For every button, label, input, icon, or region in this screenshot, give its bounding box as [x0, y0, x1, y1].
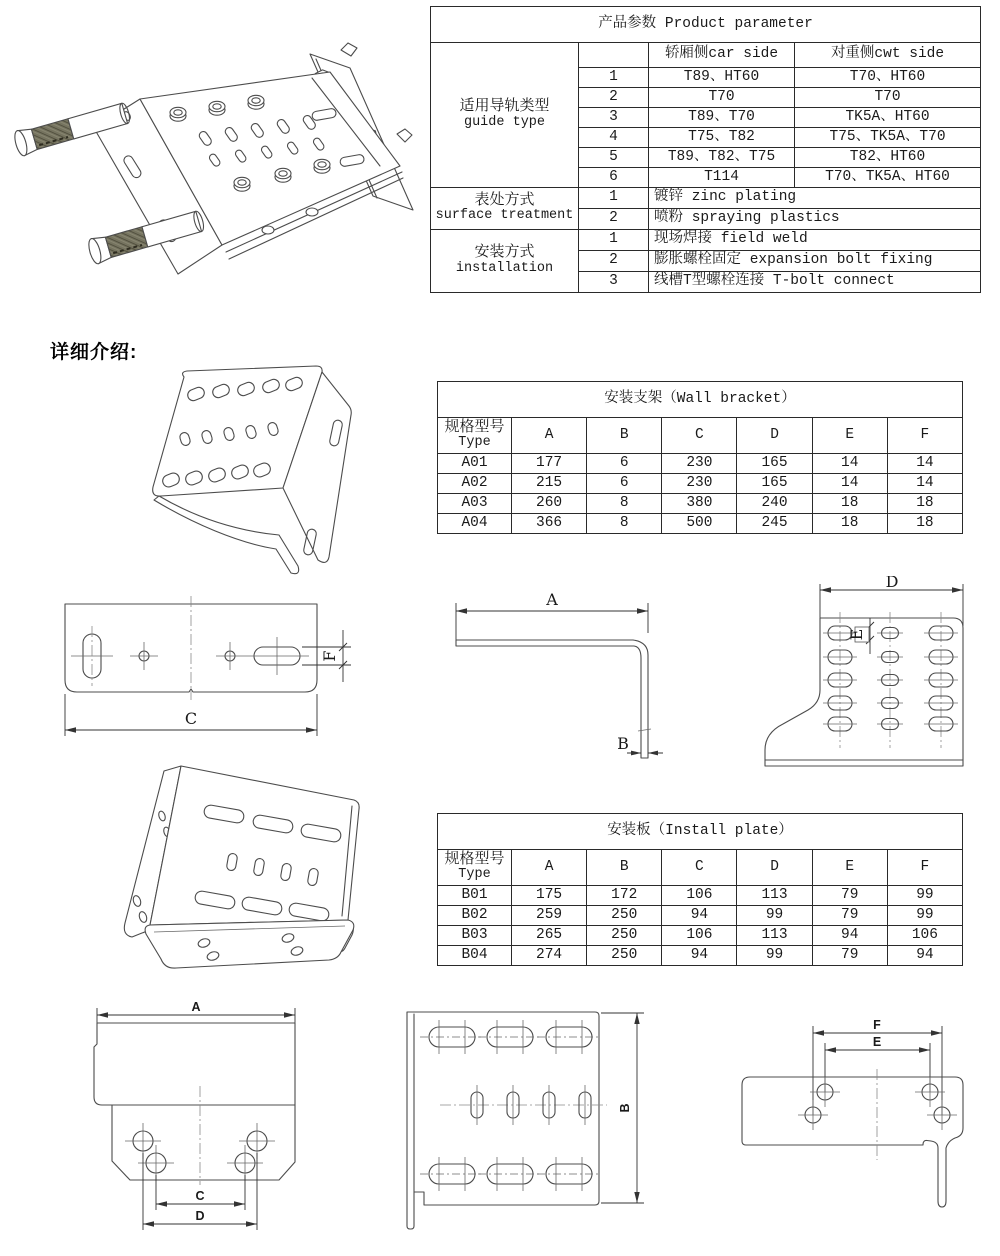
dim-header: D	[737, 850, 812, 886]
row-no: 6	[579, 168, 649, 188]
cwt-side-value: T82、HT60	[795, 148, 981, 168]
dim-cell: 250	[587, 926, 662, 946]
dim-c	[65, 694, 317, 736]
surface-treatment-label-cn: 表处方式	[474, 191, 535, 209]
dim-cell: 259	[512, 906, 587, 926]
wall-bracket-front-view	[45, 592, 365, 747]
dim-cell: 500	[662, 514, 737, 534]
car-side-value: T70	[649, 88, 795, 108]
dim-cell: 18	[812, 514, 887, 534]
table-row	[438, 474, 963, 494]
assembly-3d-drawing	[0, 14, 430, 306]
dim-label-b: B	[617, 734, 629, 753]
dim-cell: 380	[662, 494, 737, 514]
dim-cell: 250	[587, 906, 662, 926]
product-table-title: 产品参数 Product parameter	[431, 7, 981, 43]
dim-label-e: E	[872, 1035, 882, 1049]
dim-cell: 230	[662, 454, 737, 474]
dim-b	[617, 734, 663, 755]
type-cell: B04	[438, 946, 512, 966]
dim-header: E	[812, 418, 887, 454]
type-cell: A02	[438, 474, 512, 494]
dim-cell: 8	[587, 494, 662, 514]
installation-value: 膨胀螺栓固定 expansion bolt fixing	[649, 251, 981, 272]
dim-header: F	[887, 850, 962, 886]
dim-cell: 79	[812, 886, 887, 906]
dim-cell: 260	[512, 494, 587, 514]
type-cell: B02	[438, 906, 512, 926]
dim-label-a: A	[191, 1000, 201, 1014]
table-row	[438, 494, 963, 514]
type-header	[438, 418, 512, 454]
dim-cell: 113	[737, 926, 812, 946]
dim-cell: 79	[812, 946, 887, 966]
type-cell: B01	[438, 886, 512, 906]
dim-label-a: A	[546, 590, 558, 609]
table-row	[438, 454, 963, 474]
guide-type-label	[431, 43, 579, 188]
car-side-value: T89、T70	[649, 108, 795, 128]
product-parameter-table	[430, 6, 981, 293]
dim-cell: 366	[512, 514, 587, 534]
dim-a	[97, 1000, 295, 1026]
row-no: 2	[579, 251, 649, 272]
dim-header: F	[887, 418, 962, 454]
car-side-value: T114	[649, 168, 795, 188]
dim-cell: 99	[887, 886, 962, 906]
car-side-value: T89、HT60	[649, 68, 795, 88]
dim-label-f: F	[873, 1018, 881, 1032]
dim-cell: 94	[812, 926, 887, 946]
row-no: 5	[579, 148, 649, 168]
section-heading: 详细介绍:	[50, 342, 138, 363]
dim-cell: 94	[662, 946, 737, 966]
dim-cell: 240	[737, 494, 812, 514]
type-cell: A03	[438, 494, 512, 514]
dim-cell: 175	[512, 886, 587, 906]
surface-value: 镀锌 zinc plating	[649, 188, 981, 209]
dim-cell: 106	[662, 926, 737, 946]
row-no: 1	[579, 68, 649, 88]
slot-row-top	[420, 1020, 601, 1054]
dim-cell: 14	[887, 454, 962, 474]
dim-cell: 79	[812, 906, 887, 926]
dim-cell: 99	[737, 906, 812, 926]
installation-label-en: installation	[455, 260, 554, 276]
cwt-side-value: T70	[795, 88, 981, 108]
dim-f	[302, 630, 351, 682]
dim-cell: 172	[587, 886, 662, 906]
surface-treatment-label-en: surface treatment	[435, 208, 574, 224]
dim-cell: 94	[662, 906, 737, 926]
dim-e	[847, 618, 874, 654]
car-side-header: 轿厢侧car side	[649, 43, 795, 68]
dim-header: A	[512, 418, 587, 454]
guide-type-label-cn: 适用导轨类型	[459, 98, 550, 116]
install-plate-table-title: 安装板（Install plate）	[438, 814, 963, 850]
row-no: 3	[579, 272, 649, 293]
installation-label-cn: 安装方式	[474, 244, 535, 262]
guide-type-label-en: guide type	[463, 114, 545, 130]
install-plate-top-view	[712, 1012, 1000, 1212]
dim-cell: 113	[737, 886, 812, 906]
dim-header: A	[512, 850, 587, 886]
dim-header: C	[662, 850, 737, 886]
dim-cell: 18	[812, 494, 887, 514]
type-cell: A04	[438, 514, 512, 534]
dim-label-c: C	[195, 1189, 205, 1203]
install-plate-table	[437, 813, 963, 966]
dim-cell: 106	[662, 886, 737, 906]
install-plate-side-view	[392, 1002, 657, 1252]
dim-cell: 14	[812, 474, 887, 494]
type-header-en: Type	[458, 435, 491, 451]
dim-header: D	[737, 418, 812, 454]
dim-cell: 6	[587, 454, 662, 474]
dim-header: B	[587, 418, 662, 454]
wall-bracket-top-view	[752, 576, 997, 781]
type-header-cn: 规格型号	[444, 850, 505, 868]
car-side-value: T75、T82	[649, 128, 795, 148]
wall-bracket-iso-drawing	[130, 360, 390, 600]
cwt-side-header: 对重侧cwt side	[795, 43, 981, 68]
dim-cell: 8	[587, 514, 662, 534]
dim-label-d: D	[885, 576, 899, 591]
dim-cell: 250	[587, 946, 662, 966]
dim-label-c: C	[184, 709, 198, 728]
dim-cell: 14	[812, 454, 887, 474]
dim-cell: 245	[737, 514, 812, 534]
dim-cell: 274	[512, 946, 587, 966]
dim-cell: 94	[887, 946, 962, 966]
dim-cell: 215	[512, 474, 587, 494]
table-row	[438, 886, 963, 906]
wall-bracket-table-title: 安装支架（Wall bracket）	[438, 382, 963, 418]
cwt-side-value: TK5A、HT60	[795, 108, 981, 128]
table-row	[438, 906, 963, 926]
dim-cell: 165	[737, 474, 812, 494]
row-no: 1	[579, 188, 649, 209]
dim-cell: 14	[887, 474, 962, 494]
row-no: 2	[579, 209, 649, 230]
wall-bracket-profile-view	[435, 585, 680, 765]
row-no: 1	[579, 230, 649, 251]
slot-row-mid	[440, 1085, 607, 1125]
wall-bracket-table	[437, 381, 963, 534]
bolt-holes	[798, 1077, 957, 1130]
dim-f	[813, 1018, 942, 1115]
type-cell: A01	[438, 454, 512, 474]
blank-cell	[579, 43, 649, 68]
dim-header: C	[662, 418, 737, 454]
surface-value: 喷粉 spraying plastics	[649, 209, 981, 230]
row-no: 3	[579, 108, 649, 128]
dim-label-b: B	[618, 1103, 632, 1113]
slot-row-bottom	[420, 1157, 601, 1191]
dim-label-e: E	[847, 628, 866, 641]
dim-e	[825, 1035, 930, 1092]
type-header-en: Type	[458, 867, 491, 883]
installation-label	[431, 230, 579, 293]
dim-cell: 165	[737, 454, 812, 474]
dim-label-f: F	[320, 650, 339, 662]
install-plate-iso-drawing	[112, 756, 382, 996]
car-side-value: T89、T82、T75	[649, 148, 795, 168]
dim-cell: 6	[587, 474, 662, 494]
cwt-side-value: T70、TK5A、HT60	[795, 168, 981, 188]
dim-cell: 265	[512, 926, 587, 946]
dim-a	[456, 590, 648, 643]
row-no: 4	[579, 128, 649, 148]
dim-cell: 99	[737, 946, 812, 966]
dim-cell: 230	[662, 474, 737, 494]
type-cell: B03	[438, 926, 512, 946]
table-row	[438, 946, 963, 966]
dim-cell: 106	[887, 926, 962, 946]
installation-value: 现场焊接 field weld	[649, 230, 981, 251]
installation-value: 线槽T型螺栓连接 T-bolt connect	[649, 272, 981, 293]
type-header	[438, 850, 512, 886]
dim-b	[601, 1013, 644, 1203]
type-header-cn: 规格型号	[444, 418, 505, 436]
dim-cell: 177	[512, 454, 587, 474]
dim-cell: 18	[887, 494, 962, 514]
surface-treatment-label	[431, 188, 579, 230]
table-row	[438, 926, 963, 946]
dim-header: B	[587, 850, 662, 886]
cwt-side-value: T70、HT60	[795, 68, 981, 88]
dim-cell: 18	[887, 514, 962, 534]
row-no: 2	[579, 88, 649, 108]
dim-label-d: D	[195, 1209, 205, 1223]
dim-header: E	[812, 850, 887, 886]
cwt-side-value: T75、TK5A、T70	[795, 128, 981, 148]
table-row	[438, 514, 963, 534]
dim-cell: 99	[887, 906, 962, 926]
install-plate-front-view	[55, 998, 335, 1246]
